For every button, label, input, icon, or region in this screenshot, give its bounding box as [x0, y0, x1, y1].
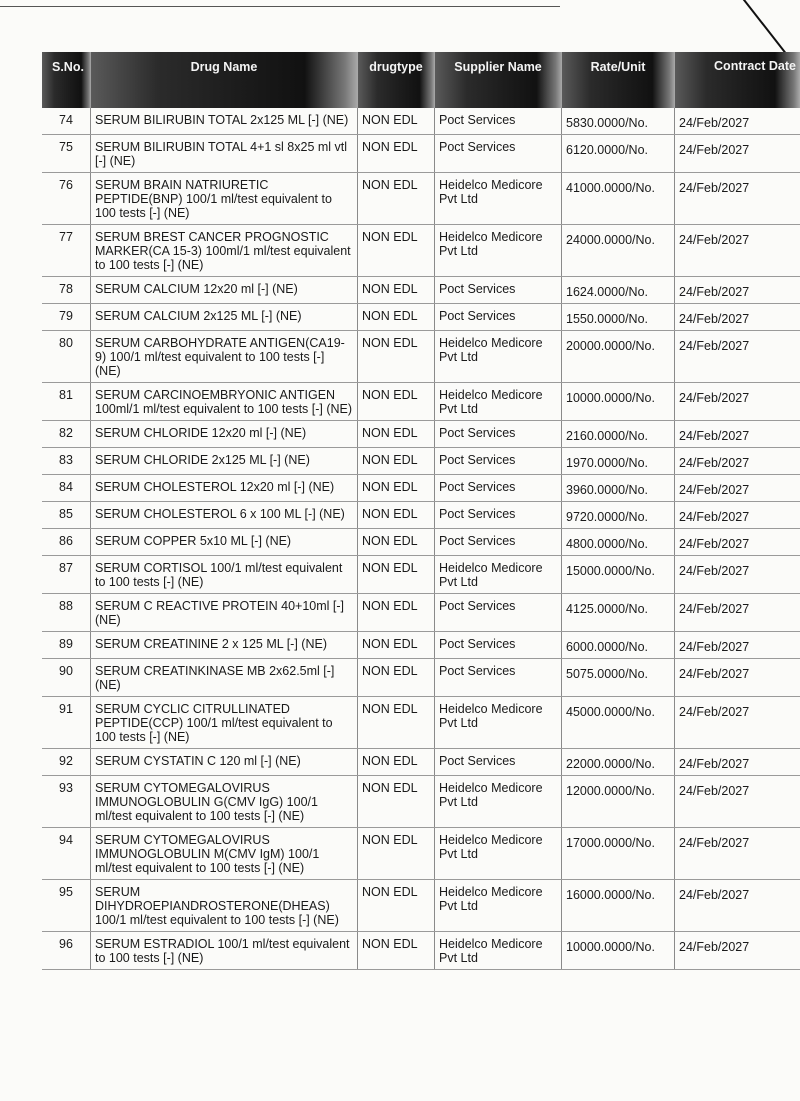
cell-drugtype: NON EDL	[358, 475, 435, 502]
cell-supplier: Poct Services	[435, 659, 562, 697]
cell-rate: 10000.0000/No.	[562, 932, 675, 970]
cell-sno: 92	[42, 749, 91, 776]
cell-drug-name: SERUM COPPER 5x10 ML [-] (NE)	[91, 529, 358, 556]
table-row	[42, 225, 800, 277]
cell-contract-date: 24/Feb/2027	[675, 331, 800, 383]
cell-drugtype: NON EDL	[358, 880, 435, 932]
cell-drugtype: NON EDL	[358, 594, 435, 632]
cell-sno: 96	[42, 932, 91, 970]
cell-supplier: Poct Services	[435, 529, 562, 556]
cell-sno: 77	[42, 225, 91, 277]
header-rate: Rate/Unit	[562, 52, 675, 108]
cell-drug-name: SERUM BILIRUBIN TOTAL 2x125 ML [-] (NE)	[91, 108, 358, 135]
cell-drugtype: NON EDL	[358, 749, 435, 776]
cell-rate: 1624.0000/No.	[562, 277, 675, 304]
cell-contract-date: 24/Feb/2027	[675, 776, 800, 828]
cell-rate: 20000.0000/No.	[562, 331, 675, 383]
cell-supplier: Heidelco Medicore Pvt Ltd	[435, 225, 562, 277]
cell-sno: 87	[42, 556, 91, 594]
table-row	[42, 502, 800, 529]
cell-drugtype: NON EDL	[358, 108, 435, 135]
table-row	[42, 475, 800, 502]
cell-drug-name: SERUM CHOLESTEROL 6 x 100 ML [-] (NE)	[91, 502, 358, 529]
cell-sno: 91	[42, 697, 91, 749]
cell-contract-date: 24/Feb/2027	[675, 173, 800, 225]
cell-rate: 5075.0000/No.	[562, 659, 675, 697]
cell-drug-name: SERUM CALCIUM 12x20 ml [-] (NE)	[91, 277, 358, 304]
cell-supplier: Heidelco Medicore Pvt Ltd	[435, 556, 562, 594]
cell-supplier: Poct Services	[435, 594, 562, 632]
cell-drugtype: NON EDL	[358, 421, 435, 448]
cell-supplier: Poct Services	[435, 502, 562, 529]
cell-contract-date: 24/Feb/2027	[675, 135, 800, 173]
table-row	[42, 594, 800, 632]
cell-drugtype: NON EDL	[358, 277, 435, 304]
cell-rate: 22000.0000/No.	[562, 749, 675, 776]
cell-supplier: Heidelco Medicore Pvt Ltd	[435, 932, 562, 970]
cell-supplier: Heidelco Medicore Pvt Ltd	[435, 331, 562, 383]
table-row	[42, 108, 800, 135]
cell-sno: 86	[42, 529, 91, 556]
cell-drugtype: NON EDL	[358, 632, 435, 659]
table-row	[42, 749, 800, 776]
cell-drugtype: NON EDL	[358, 556, 435, 594]
cell-sno: 83	[42, 448, 91, 475]
cell-drug-name: SERUM C REACTIVE PROTEIN 40+10ml [-] (NE)	[91, 594, 358, 632]
table-row	[42, 135, 800, 173]
cell-drug-name: SERUM CYSTATIN C 120 ml [-] (NE)	[91, 749, 358, 776]
cell-sno: 81	[42, 383, 91, 421]
cell-sno: 88	[42, 594, 91, 632]
cell-drugtype: NON EDL	[358, 173, 435, 225]
cell-contract-date: 24/Feb/2027	[675, 475, 800, 502]
cell-contract-date: 24/Feb/2027	[675, 697, 800, 749]
cell-drugtype: NON EDL	[358, 502, 435, 529]
cell-rate: 24000.0000/No.	[562, 225, 675, 277]
cell-sno: 82	[42, 421, 91, 448]
cell-rate: 16000.0000/No.	[562, 880, 675, 932]
cell-drug-name: SERUM CHLORIDE 2x125 ML [-] (NE)	[91, 448, 358, 475]
cell-contract-date: 24/Feb/2027	[675, 529, 800, 556]
table-row	[42, 448, 800, 475]
cell-supplier: Heidelco Medicore Pvt Ltd	[435, 383, 562, 421]
cell-rate: 4125.0000/No.	[562, 594, 675, 632]
cell-rate: 5830.0000/No.	[562, 108, 675, 135]
cell-supplier: Heidelco Medicore Pvt Ltd	[435, 880, 562, 932]
cell-drugtype: NON EDL	[358, 932, 435, 970]
cell-supplier: Poct Services	[435, 475, 562, 502]
cell-drug-name: SERUM CREATINKINASE MB 2x62.5ml [-] (NE)	[91, 659, 358, 697]
drug-rate-table	[42, 52, 800, 970]
cell-rate: 41000.0000/No.	[562, 173, 675, 225]
cell-contract-date: 24/Feb/2027	[675, 383, 800, 421]
cell-sno: 84	[42, 475, 91, 502]
cell-rate: 15000.0000/No.	[562, 556, 675, 594]
cell-rate: 4800.0000/No.	[562, 529, 675, 556]
cell-rate: 2160.0000/No.	[562, 421, 675, 448]
cell-rate: 12000.0000/No.	[562, 776, 675, 828]
cell-drugtype: NON EDL	[358, 331, 435, 383]
cell-sno: 79	[42, 304, 91, 331]
cell-supplier: Heidelco Medicore Pvt Ltd	[435, 173, 562, 225]
table-row	[42, 383, 800, 421]
table-row	[42, 880, 800, 932]
cell-drug-name: SERUM CYCLIC CITRULLINATED PEPTIDE(CCP) 100/1 ml/test equivalent to 100 tests [-] (NE)	[91, 697, 358, 749]
cell-drug-name: SERUM CREATININE 2 x 125 ML [-] (NE)	[91, 632, 358, 659]
table-body	[42, 108, 800, 970]
cell-drug-name: SERUM CORTISOL 100/1 ml/test equivalent to 100 tests [-] (NE)	[91, 556, 358, 594]
cell-contract-date: 24/Feb/2027	[675, 277, 800, 304]
cell-rate: 17000.0000/No.	[562, 828, 675, 880]
cell-sno: 80	[42, 331, 91, 383]
cell-drug-name: SERUM CYTOMEGALOVIRUS IMMUNOGLOBULIN M(CMV IgM) 100/1 ml/test equivalent to 100 tests [-] (NE)	[91, 828, 358, 880]
cell-contract-date: 24/Feb/2027	[675, 594, 800, 632]
table-row	[42, 421, 800, 448]
cell-supplier: Poct Services	[435, 304, 562, 331]
cell-rate: 1970.0000/No.	[562, 448, 675, 475]
table-row	[42, 828, 800, 880]
table-row	[42, 632, 800, 659]
cell-drugtype: NON EDL	[358, 225, 435, 277]
cell-supplier: Poct Services	[435, 749, 562, 776]
cell-supplier: Poct Services	[435, 632, 562, 659]
header-sno: S.No.	[42, 52, 91, 108]
cell-contract-date: 24/Feb/2027	[675, 632, 800, 659]
cell-contract-date: 24/Feb/2027	[675, 225, 800, 277]
cell-rate: 3960.0000/No.	[562, 475, 675, 502]
cell-rate: 10000.0000/No.	[562, 383, 675, 421]
cell-sno: 94	[42, 828, 91, 880]
header-supplier: Supplier Name	[435, 52, 562, 108]
table-row	[42, 932, 800, 970]
table-row	[42, 529, 800, 556]
cell-supplier: Poct Services	[435, 277, 562, 304]
cell-drugtype: NON EDL	[358, 383, 435, 421]
cell-sno: 89	[42, 632, 91, 659]
cell-drugtype: NON EDL	[358, 448, 435, 475]
cell-contract-date: 24/Feb/2027	[675, 659, 800, 697]
cell-supplier: Poct Services	[435, 135, 562, 173]
cell-drug-name: SERUM CYTOMEGALOVIRUS IMMUNOGLOBULIN G(CMV IgG) 100/1 ml/test equivalent to 100 tests [-] (NE)	[91, 776, 358, 828]
cell-drug-name: SERUM BILIRUBIN TOTAL 4+1 sl 8x25 ml vtl [-] (NE)	[91, 135, 358, 173]
table-row	[42, 277, 800, 304]
cell-sno: 90	[42, 659, 91, 697]
table-row	[42, 659, 800, 697]
cell-sno: 93	[42, 776, 91, 828]
cell-rate: 9720.0000/No.	[562, 502, 675, 529]
cell-drugtype: NON EDL	[358, 659, 435, 697]
cell-contract-date: 24/Feb/2027	[675, 108, 800, 135]
cell-contract-date: 24/Feb/2027	[675, 448, 800, 475]
cell-drugtype: NON EDL	[358, 776, 435, 828]
table-row	[42, 331, 800, 383]
cell-sno: 78	[42, 277, 91, 304]
cell-supplier: Poct Services	[435, 108, 562, 135]
cell-drugtype: NON EDL	[358, 697, 435, 749]
cell-rate: 6000.0000/No.	[562, 632, 675, 659]
cell-sno: 95	[42, 880, 91, 932]
table-row	[42, 697, 800, 749]
cell-contract-date: 24/Feb/2027	[675, 749, 800, 776]
cell-drug-name: SERUM DIHYDROEPIANDROSTERONE(DHEAS) 100/1 ml/test equivalent to 100 tests [-] (NE)	[91, 880, 358, 932]
table-header-row	[42, 52, 800, 108]
scan-top-rule	[0, 6, 560, 7]
cell-contract-date: 24/Feb/2027	[675, 880, 800, 932]
table-row	[42, 556, 800, 594]
cell-supplier: Heidelco Medicore Pvt Ltd	[435, 776, 562, 828]
cell-contract-date: 24/Feb/2027	[675, 556, 800, 594]
cell-drug-name: SERUM ESTRADIOL 100/1 ml/test equivalent to 100 tests [-] (NE)	[91, 932, 358, 970]
cell-drug-name: SERUM CARCINOEMBRYONIC ANTIGEN 100ml/1 ml/test equivalent to 100 tests [-] (NE)	[91, 383, 358, 421]
header-drug-name: Drug Name	[91, 52, 358, 108]
cell-drug-name: SERUM CHLORIDE 12x20 ml [-] (NE)	[91, 421, 358, 448]
cell-contract-date: 24/Feb/2027	[675, 304, 800, 331]
cell-supplier: Heidelco Medicore Pvt Ltd	[435, 828, 562, 880]
cell-supplier: Poct Services	[435, 421, 562, 448]
table-row	[42, 304, 800, 331]
cell-drugtype: NON EDL	[358, 304, 435, 331]
cell-sno: 74	[42, 108, 91, 135]
cell-contract-date: 24/Feb/2027	[675, 502, 800, 529]
table-row	[42, 173, 800, 225]
header-drugtype: drugtype	[358, 52, 435, 108]
header-contract-date: Contract Date	[675, 52, 800, 108]
cell-contract-date: 24/Feb/2027	[675, 421, 800, 448]
cell-supplier: Poct Services	[435, 448, 562, 475]
cell-drug-name: SERUM BRAIN NATRIURETIC PEPTIDE(BNP) 100/1 ml/test equivalent to 100 tests [-] (NE)	[91, 173, 358, 225]
cell-drug-name: SERUM CARBOHYDRATE ANTIGEN(CA19-9) 100/1 ml/test equivalent to 100 tests [-] (NE)	[91, 331, 358, 383]
table-row	[42, 776, 800, 828]
cell-rate: 6120.0000/No.	[562, 135, 675, 173]
cell-drug-name: SERUM CALCIUM 2x125 ML [-] (NE)	[91, 304, 358, 331]
cell-drug-name: SERUM CHOLESTEROL 12x20 ml [-] (NE)	[91, 475, 358, 502]
cell-contract-date: 24/Feb/2027	[675, 932, 800, 970]
cell-drugtype: NON EDL	[358, 135, 435, 173]
cell-sno: 85	[42, 502, 91, 529]
cell-supplier: Heidelco Medicore Pvt Ltd	[435, 697, 562, 749]
cell-drugtype: NON EDL	[358, 529, 435, 556]
cell-drug-name: SERUM BREST CANCER PROGNOSTIC MARKER(CA 15-3) 100ml/1 ml/test equivalent to 100 tests [-] (NE)	[91, 225, 358, 277]
cell-sno: 75	[42, 135, 91, 173]
cell-rate: 1550.0000/No.	[562, 304, 675, 331]
cell-drugtype: NON EDL	[358, 828, 435, 880]
cell-rate: 45000.0000/No.	[562, 697, 675, 749]
cell-sno: 76	[42, 173, 91, 225]
cell-contract-date: 24/Feb/2027	[675, 828, 800, 880]
